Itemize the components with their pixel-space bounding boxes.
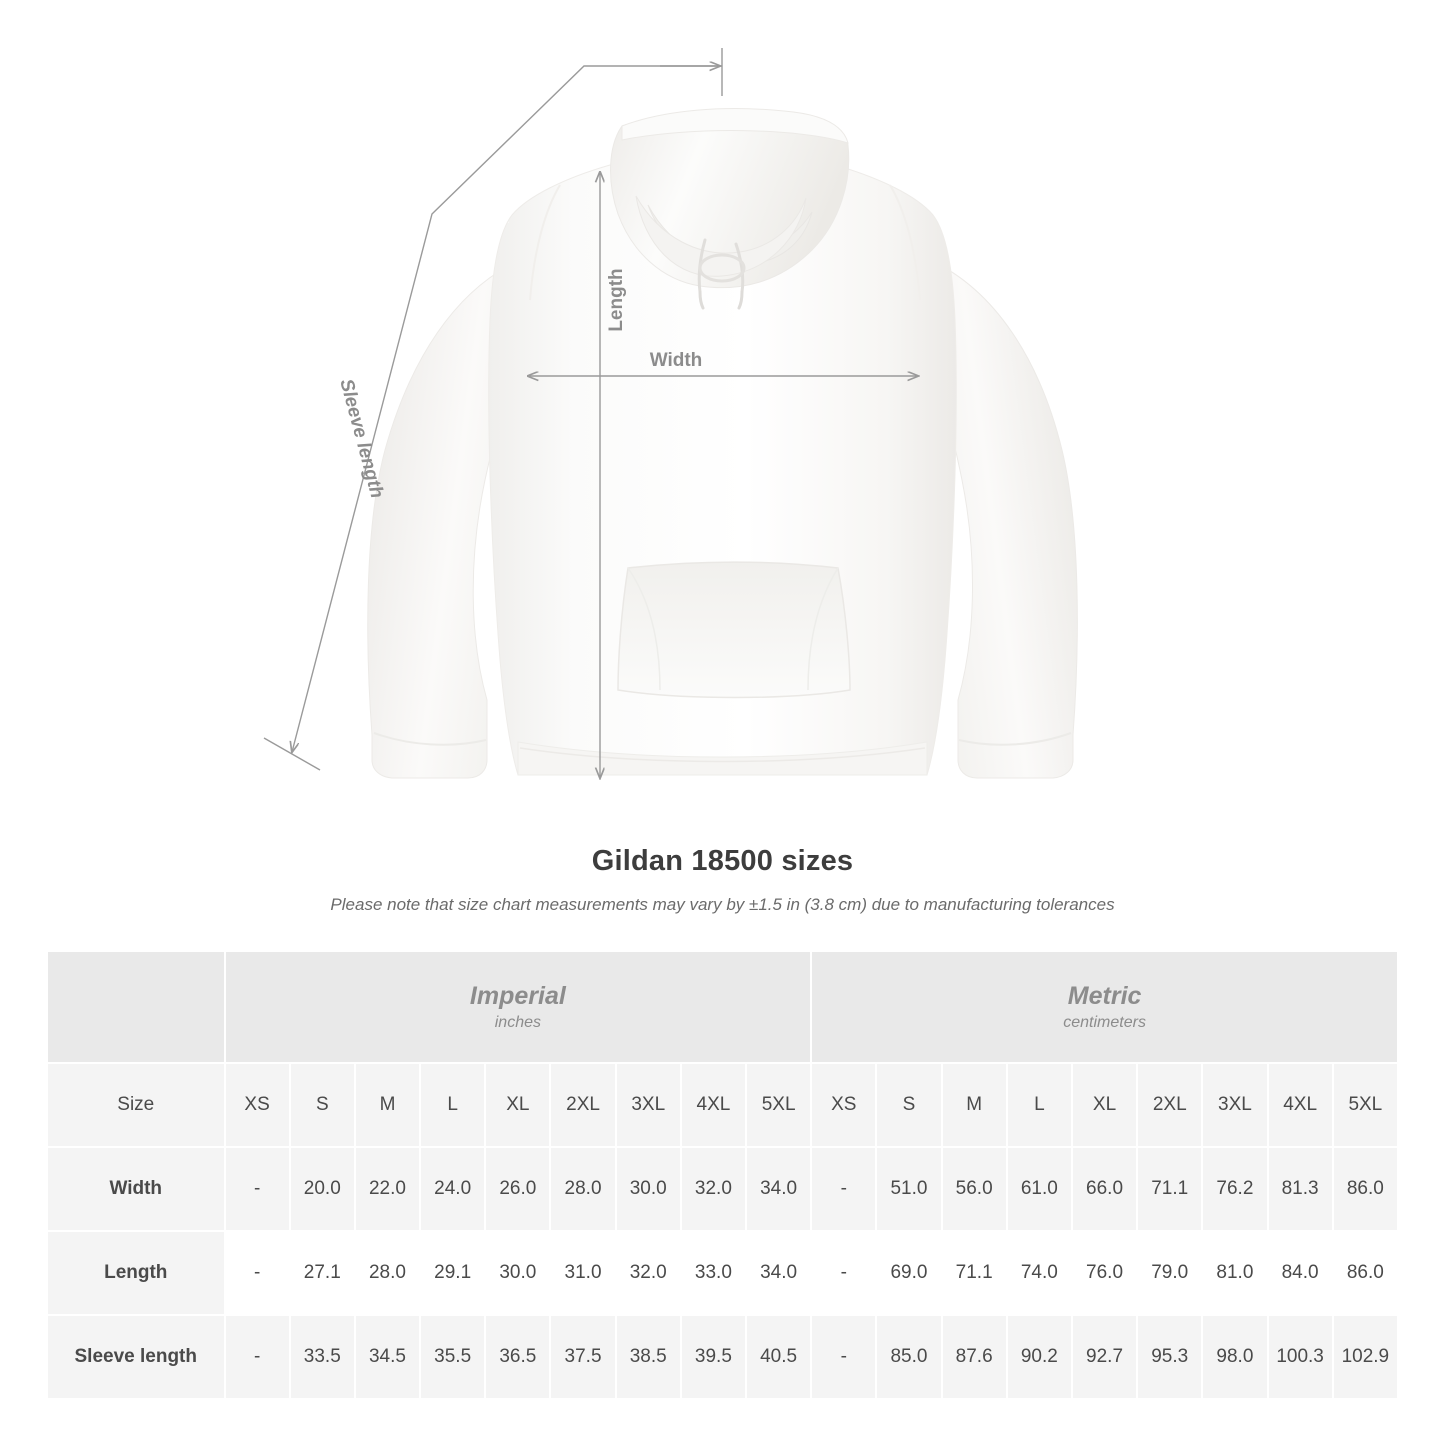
unit-sub-imperial: inches <box>494 1014 541 1032</box>
sleeve-imperial-xl: 36.5 <box>485 1315 550 1399</box>
label-width: Width <box>649 350 703 371</box>
row-label-sleeve-length: Sleeve length <box>47 1315 225 1399</box>
size-header-row <box>47 1063 1398 1147</box>
width-metric-l: 61.0 <box>1007 1147 1072 1231</box>
width-metric-2xl: 71.1 <box>1137 1147 1202 1231</box>
sleeve-metric-2xl: 95.3 <box>1137 1315 1202 1399</box>
width-imperial-l: 24.0 <box>420 1147 485 1231</box>
size-header-imperial-5xl: 5XL <box>746 1063 811 1147</box>
length-metric-4xl: 84.0 <box>1268 1231 1333 1315</box>
width-metric-xl: 66.0 <box>1072 1147 1137 1231</box>
sleeve-imperial-5xl: 40.5 <box>746 1315 811 1399</box>
sleeve-metric-5xl: 102.9 <box>1333 1315 1398 1399</box>
length-metric-3xl: 81.0 <box>1202 1231 1267 1315</box>
size-header-imperial-4xl: 4XL <box>681 1063 746 1147</box>
width-imperial-xl: 26.0 <box>485 1147 550 1231</box>
length-imperial-s: 27.1 <box>290 1231 355 1315</box>
size-header-imperial-xl: XL <box>485 1063 550 1147</box>
page-title: Gildan 18500 sizes <box>591 845 854 877</box>
width-imperial-2xl: 28.0 <box>550 1147 615 1231</box>
length-metric-m: 71.1 <box>942 1231 1007 1315</box>
table-row-sleeve-length <box>47 1315 1398 1399</box>
size-header-imperial-s: S <box>290 1063 355 1147</box>
unit-name-metric: Metric <box>1067 981 1142 1010</box>
width-imperial-5xl: 34.0 <box>746 1147 811 1231</box>
width-metric-5xl: 86.0 <box>1333 1147 1398 1231</box>
sleeve-metric-3xl: 98.0 <box>1202 1315 1267 1399</box>
row-label-width: Width <box>47 1147 225 1231</box>
length-imperial-m: 28.0 <box>355 1231 420 1315</box>
size-header-metric-xl: XL <box>1072 1063 1137 1147</box>
label-sleeve-length: Sleeve length <box>335 376 388 501</box>
column-header-size: Size <box>47 1063 225 1147</box>
size-header-imperial-3xl: 3XL <box>616 1063 681 1147</box>
size-header-imperial-2xl: 2XL <box>550 1063 615 1147</box>
unit-sub-metric: centimeters <box>1063 1014 1146 1032</box>
length-metric-xl: 76.0 <box>1072 1231 1137 1315</box>
unit-header-row <box>47 951 1398 1063</box>
size-header-metric-5xl: 5XL <box>1333 1063 1398 1147</box>
size-header-metric-4xl: 4XL <box>1268 1063 1333 1147</box>
sleeve-metric-m: 87.6 <box>942 1315 1007 1399</box>
width-imperial-3xl: 30.0 <box>616 1147 681 1231</box>
width-imperial-4xl: 32.0 <box>681 1147 746 1231</box>
size-header-imperial-l: L <box>420 1063 485 1147</box>
length-imperial-l: 29.1 <box>420 1231 485 1315</box>
sleeve-imperial-3xl: 38.5 <box>616 1315 681 1399</box>
sleeve-imperial-s: 33.5 <box>290 1315 355 1399</box>
unit-name-imperial: Imperial <box>469 981 566 1010</box>
row-label-length: Length <box>47 1231 225 1315</box>
width-metric-4xl: 81.3 <box>1268 1147 1333 1231</box>
width-metric-xs: - <box>811 1147 876 1231</box>
length-imperial-xs: - <box>225 1231 290 1315</box>
length-metric-2xl: 79.0 <box>1137 1231 1202 1315</box>
length-imperial-5xl: 34.0 <box>746 1231 811 1315</box>
size-header-metric-3xl: 3XL <box>1202 1063 1267 1147</box>
size-header-metric-l: L <box>1007 1063 1072 1147</box>
sleeve-imperial-2xl: 37.5 <box>550 1315 615 1399</box>
width-imperial-s: 20.0 <box>290 1147 355 1231</box>
sleeve-metric-xs: - <box>811 1315 876 1399</box>
sleeve-metric-s: 85.0 <box>876 1315 941 1399</box>
length-metric-l: 74.0 <box>1007 1231 1072 1315</box>
table-row-length <box>47 1231 1398 1315</box>
size-header-metric-s: S <box>876 1063 941 1147</box>
unit-header-imperial <box>225 951 812 1063</box>
length-imperial-xl: 30.0 <box>485 1231 550 1315</box>
length-imperial-3xl: 32.0 <box>616 1231 681 1315</box>
size-header-metric-xs: XS <box>811 1063 876 1147</box>
length-metric-5xl: 86.0 <box>1333 1231 1398 1315</box>
width-imperial-xs: - <box>225 1147 290 1231</box>
size-chart-table <box>46 950 1399 1400</box>
sleeve-metric-xl: 92.7 <box>1072 1315 1137 1399</box>
sleeve-metric-4xl: 100.3 <box>1268 1315 1333 1399</box>
sleeve-imperial-l: 35.5 <box>420 1315 485 1399</box>
size-header-metric-m: M <box>942 1063 1007 1147</box>
unit-header-spacer <box>47 951 225 1063</box>
sleeve-metric-l: 90.2 <box>1007 1315 1072 1399</box>
sleeve-imperial-4xl: 39.5 <box>681 1315 746 1399</box>
size-header-metric-2xl: 2XL <box>1137 1063 1202 1147</box>
sleeve-imperial-m: 34.5 <box>355 1315 420 1399</box>
length-imperial-2xl: 31.0 <box>550 1231 615 1315</box>
size-header-imperial-m: M <box>355 1063 420 1147</box>
width-metric-s: 51.0 <box>876 1147 941 1231</box>
width-imperial-m: 22.0 <box>355 1147 420 1231</box>
table-row-width <box>47 1147 1398 1231</box>
length-metric-xs: - <box>811 1231 876 1315</box>
width-metric-3xl: 76.2 <box>1202 1147 1267 1231</box>
length-imperial-4xl: 33.0 <box>681 1231 746 1315</box>
length-metric-s: 69.0 <box>876 1231 941 1315</box>
sleeve-imperial-xs: - <box>225 1315 290 1399</box>
label-length: Length <box>606 268 627 332</box>
hoodie-illustration <box>368 109 1078 778</box>
size-header-imperial-xs: XS <box>225 1063 290 1147</box>
width-metric-m: 56.0 <box>942 1147 1007 1231</box>
measurement-tolerance-note: Please note that size chart measurements may vary by ±1.5 in (3.8 cm) due to manufacturing tolerances <box>330 895 1115 914</box>
unit-header-metric <box>811 951 1398 1063</box>
